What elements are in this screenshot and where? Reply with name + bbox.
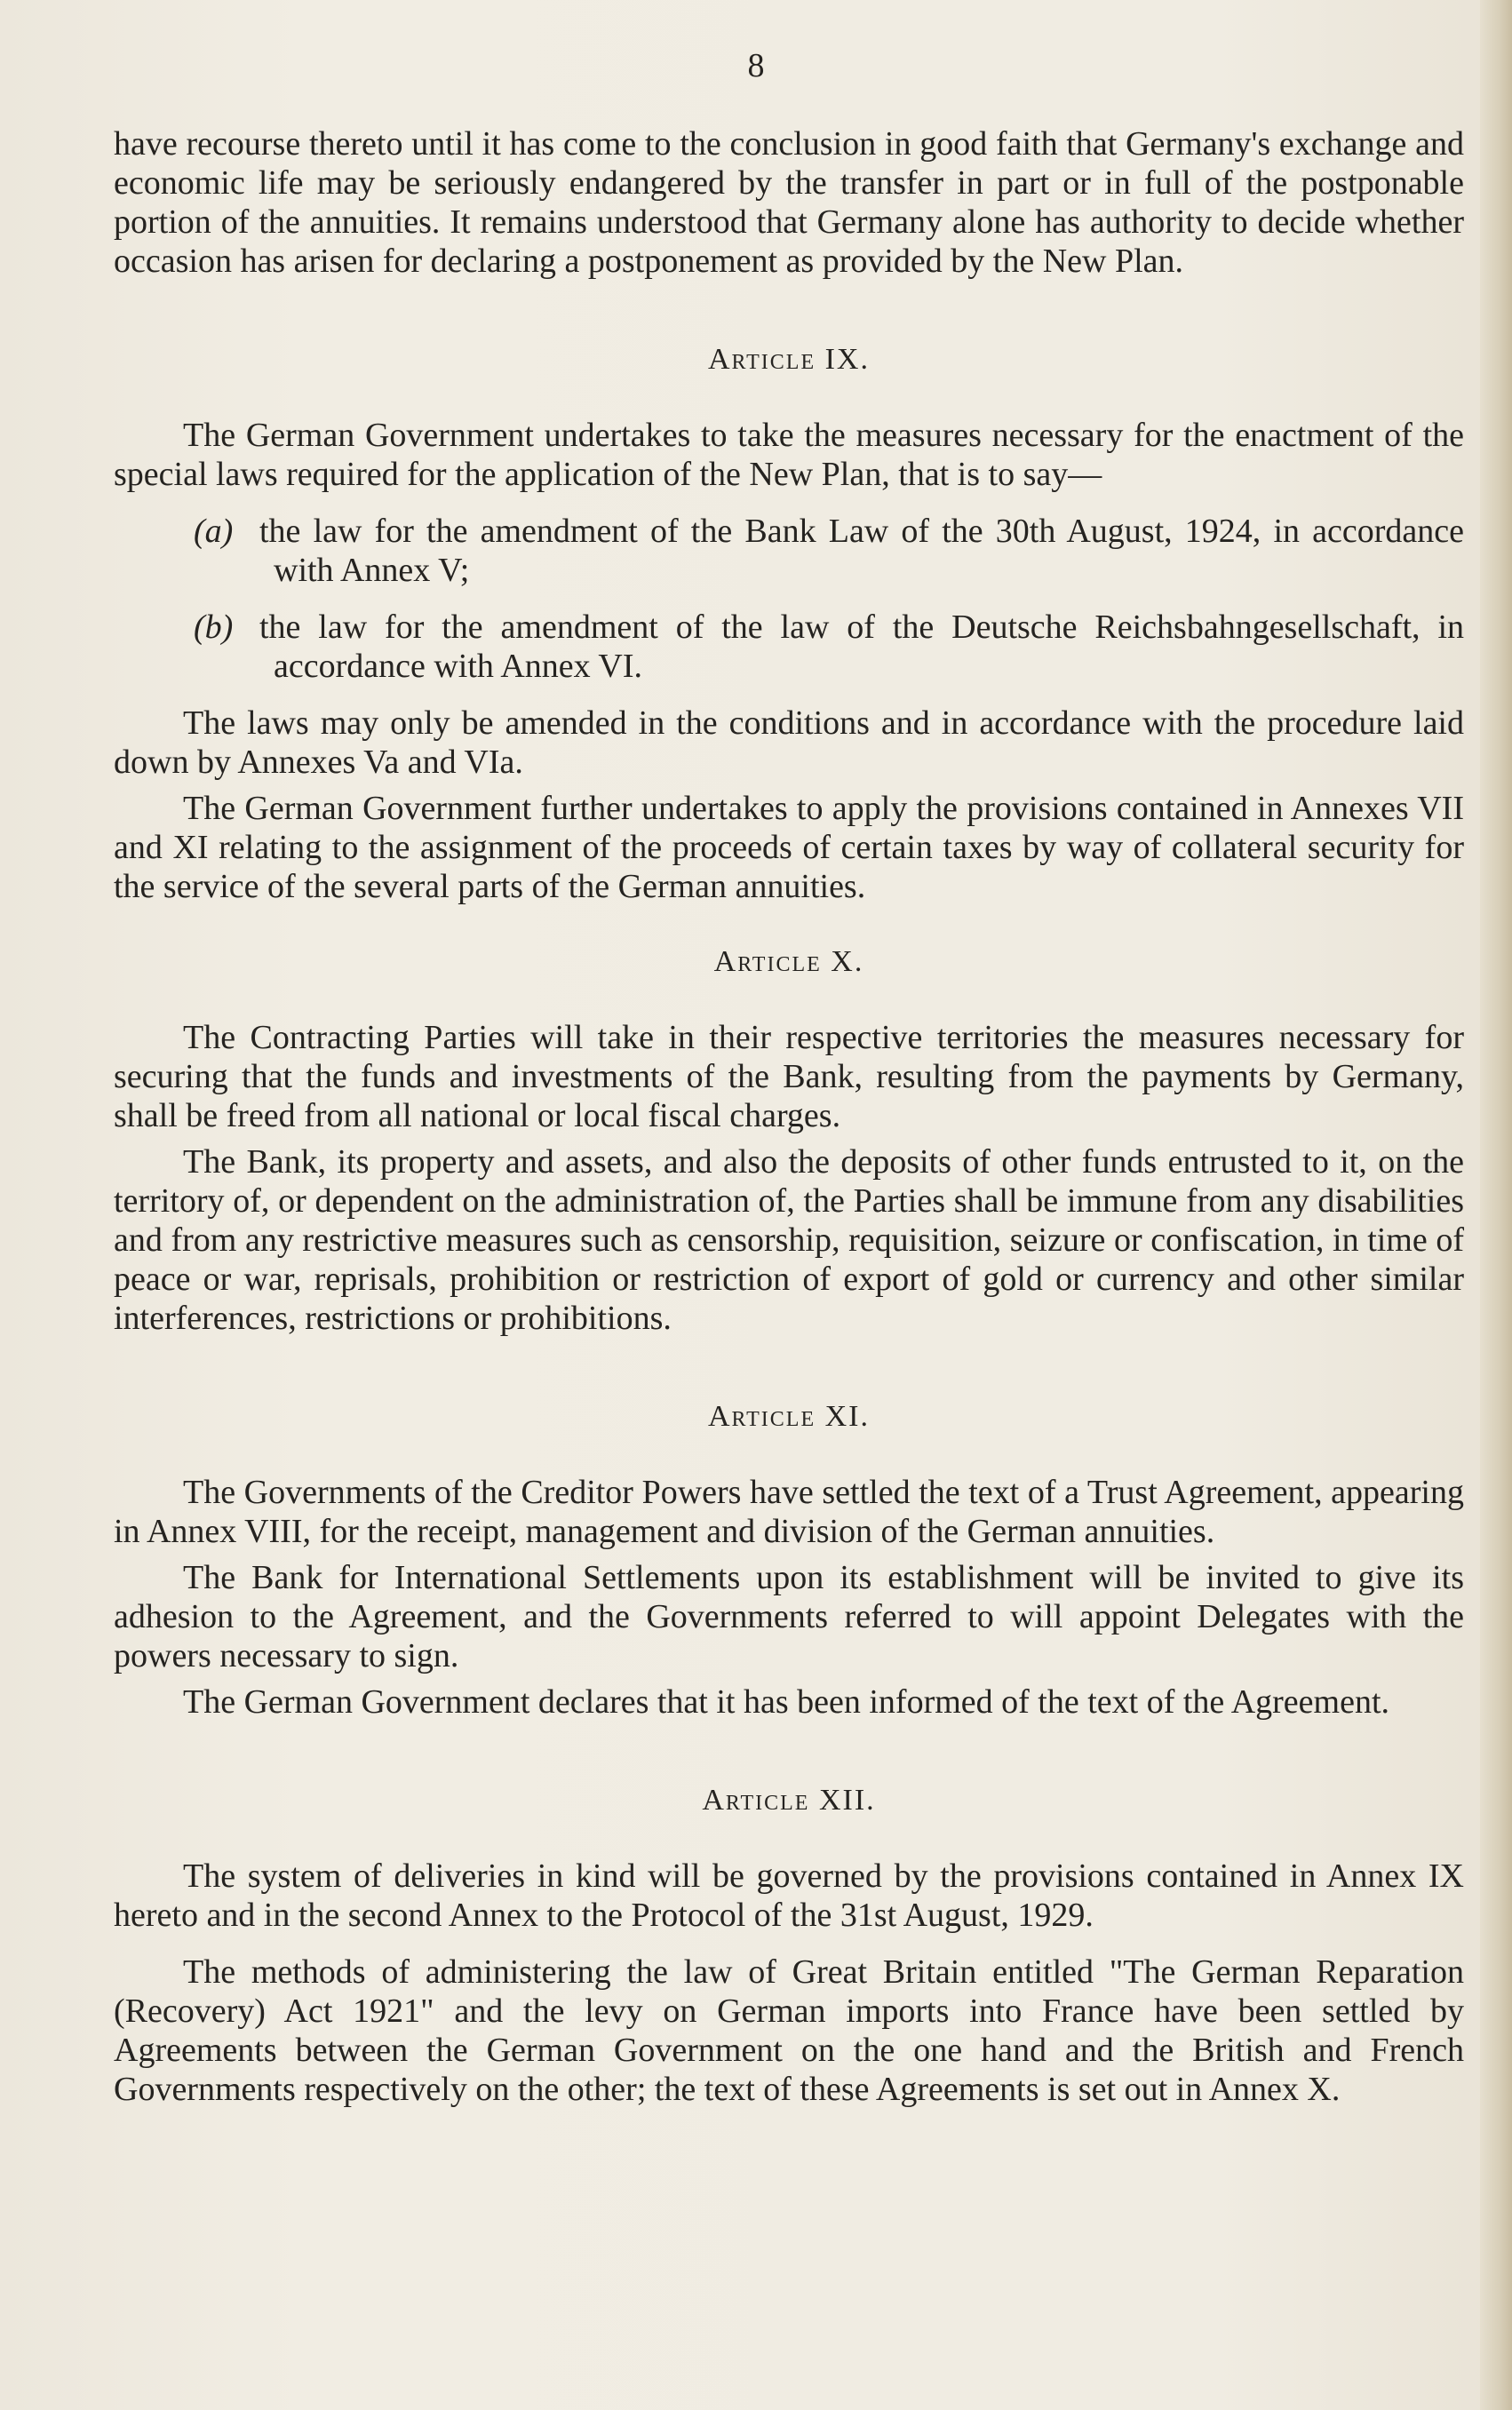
article-9-paragraph-1: The German Government undertakes to take the measures necessary for the enactment of the special laws required for the application of the New Plan, that is to say— [114, 417, 1464, 493]
clause-a-marker: (a) [194, 513, 234, 550]
clause-a-text: the law for the amendment of the Bank Law of the 30th August, 1924, in accordance with Annex V; [259, 513, 1464, 589]
article-11-paragraph-1: The Governments of the Creditor Powers have settled the text of a Trust Agreement, appearing in Annex VIII, for the receipt, management and division of the German annuities. [114, 1474, 1464, 1550]
clause-b-marker: (b) [194, 608, 234, 646]
article-11-paragraph-2: The Bank for International Settlements upon its establishment will be invited to give its adhesion to the Agreement, and the Governments referred to will appoint Delegates with the powers necessary to sign. [114, 1559, 1464, 1674]
article-10-paragraph-1: The Contracting Parties will take in their respective territories the measures necessary for securing that the funds and investments of the Bank, resulting from the payments by Germany, shall be freed from all national or local fiscal charges. [114, 1019, 1464, 1134]
article-12-paragraph-2: The methods of administering the law of Great Britain entitled "The German Reparation (Recovery) Act 1921" and the levy on German imports into France have been settled by Agreements between the German Government on the one hand and the British and French Governments respectively on the other; the text of these Agreements is set out in Annex X. [114, 1953, 1464, 2108]
article-12-paragraph-1: The system of deliveries in kind will be governed by the provisions contained in Annex IX hereto and in the second Annex to the Protocol of the 31st August, 1929. [114, 1857, 1464, 1934]
page-edge [1480, 0, 1512, 2410]
article-9-paragraph-2: The laws may only be amended in the conditions and in accordance with the procedure laid down by Annexes Va and VIa. [114, 704, 1464, 781]
article-10-heading: Article X. [713, 945, 864, 978]
article-9-heading: Article IX. [708, 343, 870, 376]
intro-paragraph: have recourse thereto until it has come to the conclusion in good faith that Germany's exchange and economic life may be seriously endangered by the transfer in part or in full of the postponable portion of the annuities. It remains understood that Germany alone has authority to decide whether occasion has arisen for declaring a postponement as provided by the New Plan. [114, 125, 1464, 280]
article-11-heading: Article XI. [708, 1400, 870, 1433]
article-9-paragraph-3: The German Government further undertakes to apply the provisions contained in Annexes VII and XI relating to the assignment of the proceeds of certain taxes by way of collateral security for the service of the several parts of the German annuities. [114, 790, 1464, 905]
article-9-clause-b [114, 608, 1464, 686]
article-10-paragraph-2: The Bank, its property and assets, and also the deposits of other funds entrusted to it, on the territory of, or dependent on the administration of, the Parties shall be immune from any disabilities and from any restrictive measures such as censorship, requisition, seizure or confiscation, in time of peace or war, reprisals, prohibition or restriction of export of gold or currency and other similar interferences, restrictions or prohibitions. [114, 1143, 1464, 1337]
article-9-clause-a [114, 512, 1464, 590]
page-content [114, 124, 1464, 2109]
article-12-heading: Article XII. [702, 1784, 876, 1817]
page-number: 8 [747, 47, 765, 84]
clause-b-text: the law for the amendment of the law of the Deutsche Reichsbahngesellschaft, in accordance with Annex VI. [259, 608, 1464, 685]
article-11-paragraph-3: The German Government declares that it has been informed of the text of the Agreement. [183, 1683, 1389, 1721]
